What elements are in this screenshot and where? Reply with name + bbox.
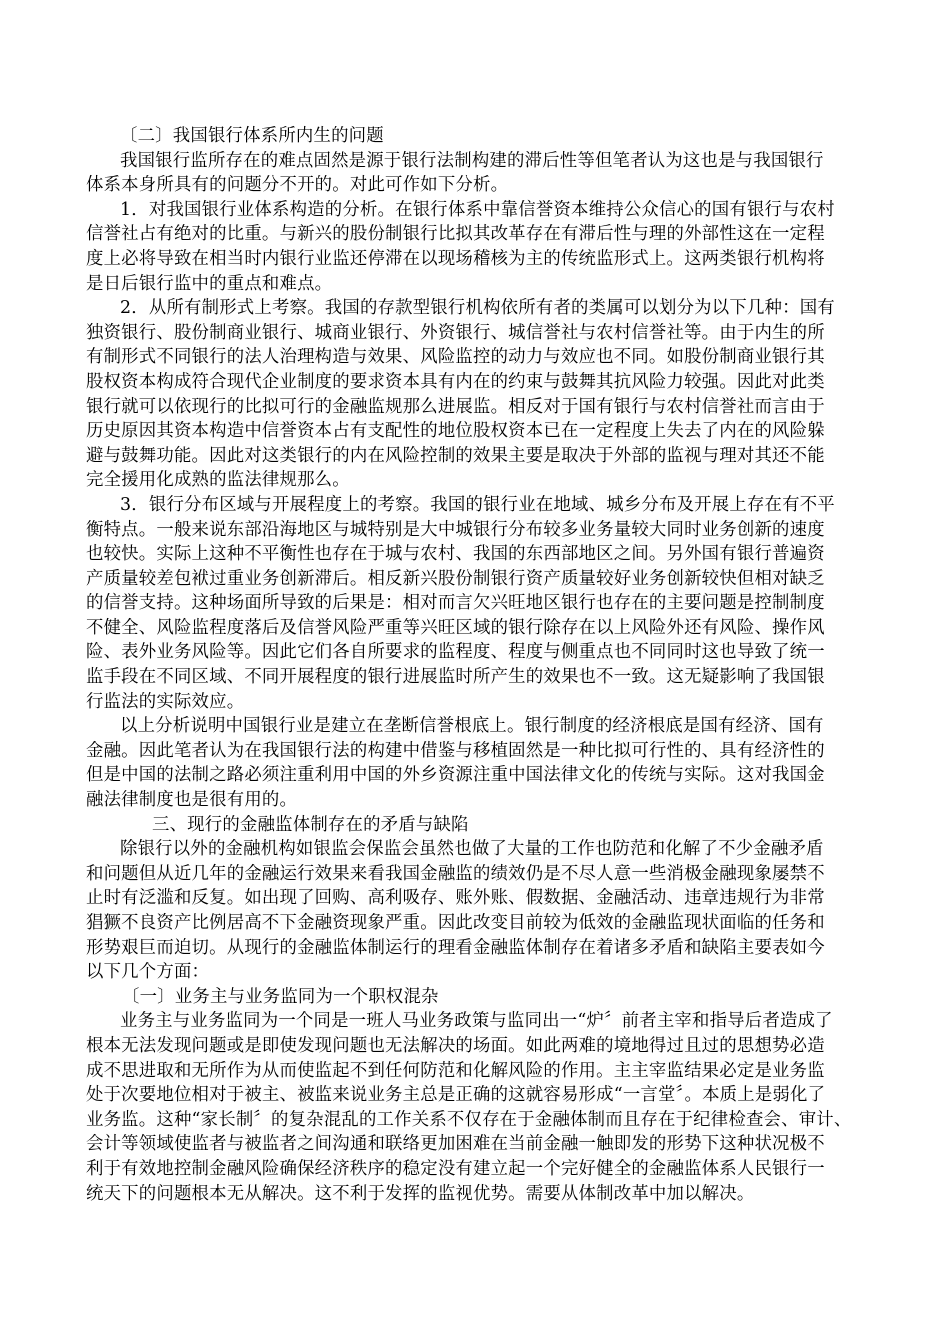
text-line: 业务监。这种“家长制〞的复杂混乱的工作关系不仅存在于金融体制而且存在于纪律检查会、审计、 [86, 1109, 852, 1130]
text-line: 除银行以外的金融机构如银监会保监会虽然也做了大量的工作也防范和化解了不少金融矛盾 [120, 839, 824, 860]
text-line: 利于有效地控制金融风险确保经济秩序的稳定没有建立起一个完好健全的金融监体系人民银行一 [86, 1158, 825, 1179]
text-line: 金融。因此笔者认为在我国银行法的构建中借鉴与移植固然是一种比拟可行性的、具有经济性的 [86, 740, 825, 761]
text-line: 1．对我国银行业体系构造的分析。在银行体系中靠信誉资本维持公众信心的国有银行与农村 [120, 199, 835, 220]
text-line: 以上分析说明中国银行业是建立在垄断信誉根底上。银行制度的经济根底是国有经济、国有 [120, 716, 824, 737]
text-line: 银行就可以依现行的比拟可行的金融监规那么进展监。相反对于国有银行与农村信誉社而言由于 [86, 396, 825, 417]
text-line: 有制形式不同银行的法人治理构造与效果、风险监控的动力与效应也不同。如股份制商业银行其 [86, 347, 825, 368]
text-line: 会计等领域使监者与被监者之间沟通和联络更加困难在当前金融一触即发的形势下这种状况极不 [86, 1134, 825, 1155]
text-line: 3．银行分布区域与开展程度上的考察。我国的银行业在地域、城乡分布及开展上存在有不平 [120, 494, 835, 515]
text-line: 但是中国的法制之路必须注重利用中国的外乡资源注重中国法律文化的传统与实际。这对我国金 [86, 765, 825, 786]
text-line: 〔二〕我国银行体系所内生的问题 [120, 126, 384, 146]
text-line: 股权资本构成符合现代企业制度的要求资本具有内在的约束与鼓舞其抗风险力较强。因此对此类 [86, 371, 825, 392]
text-line: 产质量较差包袱过重业务创新滞后。相反新兴股份制银行资产质量较好业务创新较快但相对缺乏 [86, 568, 825, 589]
text-line: 2．从所有制形式上考察。我国的存款型银行机构依所有者的类属可以划分为以下几种：国有 [120, 298, 835, 319]
text-line: 的信誉支持。这种场面所导致的后果是：相对而言欠兴旺地区银行也存在的主要问题是控制制度 [86, 593, 825, 614]
text-line: 〔一〕业务主与业务监同为一个职权混杂 [122, 986, 439, 1007]
text-line: 衡特点。一般来说东部沿海地区与城特别是大中城银行分布较多业务量较大同时业务创新的速度 [86, 519, 825, 540]
text-line: 业务主与业务监同为一个同是一班人马业务政策与监同出一“炉〞前者主宰和指导后者造成了 [120, 1011, 833, 1032]
text-line: 根本无法发现问题或是即使发现问题也无法解决的场面。如此两难的境地得过且过的思想势必造 [86, 1035, 825, 1056]
text-line: 险、表外业务风险等。因此它们各自所要求的监程度、程度与侧重点也不同同时这也导致了统一 [86, 642, 825, 663]
text-line: 历史原因其资本构造中信誉资本占有支配性的地位股权资本已在一定程度上失去了内在的风险躲 [86, 421, 825, 442]
text-line: 以下几个方面： [86, 962, 210, 983]
text-line: 三、现行的金融监体制存在的矛盾与缺陷 [152, 814, 469, 835]
text-line: 不健全、风险监程度落后及信誉风险严重等兴旺区域的银行除存在以上风险外还有风险、操作风 [86, 617, 825, 638]
text-line: 融法律制度也是很有用的。 [86, 790, 298, 811]
text-line: 我国银行监所存在的难点固然是源于银行法制构建的滞后性等但笔者认为这也是与我国银行 [120, 150, 824, 171]
text-line: 度上必将导致在相当时内银行业监还停滞在以现场稽核为主的传统监形式上。这两类银行机构将 [86, 248, 825, 269]
text-line: 形势艰巨而迫切。从现行的金融监体制运行的理看金融监体制存在着诸多矛盾和缺陷主要表如今 [86, 937, 825, 958]
text-line: 监手段在不同区域、不同开展程度的银行进展监时所产生的效果也不一致。这无疑影响了我国银 [86, 667, 825, 688]
text-line: 止时有泛滥和反复。如出现了回购、高利吸存、账外账、假数据、金融活动、违章违规行为非常 [86, 888, 825, 909]
text-line: 统天下的问题根本无从解决。这不利于发挥的监视优势。需要从体制改革中加以解决。 [86, 1183, 755, 1204]
text-line: 是日后银行监中的重点和难点。 [86, 273, 333, 294]
text-line: 也较快。实际上这种不平衡性也存在于城与农村、我国的东西部地区之间。另外国有银行普遍资 [86, 544, 825, 565]
text-line: 处于次要地位相对于被主、被监来说业务主总是正确的这就容易形成“一言堂〞。本质上是弱化了 [86, 1085, 826, 1106]
text-line: 猖獗不良资产比例居高不下金融资现象严重。因此改变目前较为低效的金融监现状面临的任务和 [86, 913, 825, 933]
document-page [86, 124, 892, 1206]
text-line: 行监法的实际效应。 [86, 691, 245, 712]
text-line: 避与鼓舞功能。因此对这类银行的内在风险控制的效果主要是取决于外部的监视与理对其还不能 [86, 445, 825, 466]
text-line: 和问题但从近几年的金融运行效果来看我国金融监的绩效仍是不尽人意一些消极金融现象屡禁不 [86, 863, 825, 884]
text-line: 信誉社占有绝对的比重。与新兴的股份制银行比拟其改革存在有滞后性与理的外部性这在一定程 [86, 224, 825, 245]
text-line: 独资银行、股份制商业银行、城商业银行、外资银行、城信誉社与农村信誉社等。由于内生的所 [86, 322, 825, 343]
text-line: 成不思进取和无所作为从而使监起不到任何防范和化解风险的作用。主主宰监结果必定是业务监 [86, 1060, 825, 1081]
text-line: 体系本身所具有的问题分不开的。对此可作如下分析。 [86, 175, 509, 196]
text-line: 完全援用化成熟的监法律规那么。 [86, 470, 350, 491]
